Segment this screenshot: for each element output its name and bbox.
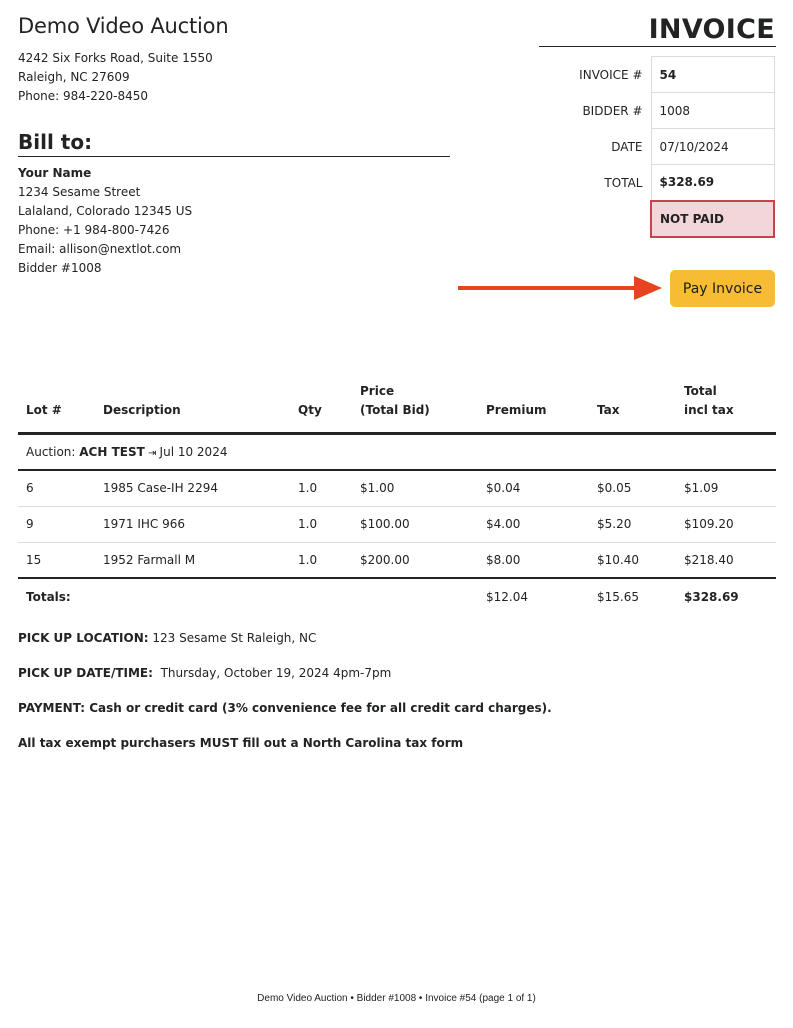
- totals-grand-total: $328.69: [684, 590, 739, 604]
- pickup-location-label: PICK UP LOCATION:: [18, 631, 149, 645]
- auction-group-row: [18, 433, 776, 470]
- bill-to-street: 1234 Sesame Street: [18, 185, 141, 199]
- column-header-qty: Qty: [290, 380, 352, 433]
- item-premium: $8.00: [478, 542, 589, 578]
- tax-exempt-note: All tax exempt purchasers MUST fill out a North Carolina tax form: [18, 736, 464, 750]
- bidder-number-value: 1008: [651, 93, 774, 129]
- date-value: 07/10/2024: [651, 129, 774, 165]
- column-header-price-line2: (Total Bid): [360, 402, 430, 417]
- pickup-time-label: PICK UP DATE/TIME:: [18, 666, 153, 680]
- bill-to-bidder: Bidder #1008: [18, 261, 102, 275]
- bill-to-name: Your Name: [18, 166, 92, 180]
- column-header-price-line1: Price: [360, 383, 395, 398]
- item-total: $109.20: [676, 506, 776, 542]
- table-header-row: [18, 380, 776, 433]
- column-header-premium: Premium: [478, 380, 589, 433]
- pickup-time-note: [18, 665, 552, 700]
- bill-to-address: [18, 164, 192, 278]
- page-footer: Demo Video Auction • Bidder #1008 • Invoice #54 (page 1 of 1): [257, 993, 536, 1004]
- table-row: [18, 542, 776, 578]
- arrow-right-icon: [458, 276, 662, 300]
- company-address: [18, 49, 213, 106]
- column-header-tax: Tax: [589, 380, 676, 433]
- item-qty: 1.0: [290, 506, 352, 542]
- item-tax: $5.20: [589, 506, 676, 542]
- meta-label: DATE: [611, 139, 643, 154]
- invoice-title-divider: [539, 46, 776, 47]
- item-tax: $0.05: [589, 470, 676, 506]
- total-value: $328.69: [651, 165, 774, 201]
- bill-to-heading: Bill to:: [18, 130, 450, 157]
- item-description: 1985 Case-IH 2294: [95, 470, 290, 506]
- meta-label: TOTAL: [604, 175, 643, 190]
- meta-row-status: [539, 201, 774, 237]
- invoice-notes: [18, 630, 552, 770]
- table-row: [18, 470, 776, 506]
- column-header-description: Description: [95, 380, 290, 433]
- item-price: $100.00: [352, 506, 478, 542]
- lot-number: 6: [18, 470, 95, 506]
- auction-date: Jul 10 2024: [159, 444, 228, 459]
- company-name: Demo Video Auction: [18, 14, 229, 38]
- auction-prefix: Auction:: [26, 444, 80, 459]
- column-header-lot: Lot #: [18, 380, 95, 433]
- lot-number: 15: [18, 542, 95, 578]
- item-description: 1971 IHC 966: [95, 506, 290, 542]
- column-header-total: [676, 380, 776, 433]
- bill-to-email: Email: allison@nextlot.com: [18, 242, 182, 256]
- pickup-time-value: Thursday, October 19, 2024 4pm-7pm: [152, 666, 392, 680]
- line-items-table: [18, 380, 776, 615]
- company-address-line1: 4242 Six Forks Road, Suite 1550: [18, 51, 213, 65]
- arrow-to-bar-icon: ⇥: [144, 447, 160, 459]
- auction-name: ACH TEST: [79, 444, 145, 459]
- invoice-number-value: 54: [651, 57, 774, 93]
- pay-invoice-button[interactable]: Pay Invoice: [670, 270, 775, 307]
- payment-note: PAYMENT: Cash or credit card (3% convenience fee for all credit card charges).: [18, 701, 552, 715]
- table-row: [18, 506, 776, 542]
- item-premium: $4.00: [478, 506, 589, 542]
- item-qty: 1.0: [290, 470, 352, 506]
- item-price: $200.00: [352, 542, 478, 578]
- lot-number: 9: [18, 506, 95, 542]
- totals-label: Totals:: [26, 590, 71, 604]
- column-header-total-line1: Total: [684, 383, 717, 398]
- bill-to-phone: Phone: +1 984-800-7426: [18, 223, 170, 237]
- meta-row-total: [539, 165, 774, 201]
- column-header-price: [352, 380, 478, 433]
- company-address-line2: Raleigh, NC 27609: [18, 70, 130, 84]
- item-price: $1.00: [352, 470, 478, 506]
- item-tax: $10.40: [589, 542, 676, 578]
- company-phone: Phone: 984-220-8450: [18, 89, 149, 103]
- meta-row-invoice-number: [539, 57, 774, 93]
- invoice-title: INVOICE: [648, 14, 775, 45]
- invoice-meta-table: [539, 56, 775, 238]
- pickup-location-note: [18, 630, 552, 665]
- column-header-total-line2: incl tax: [684, 402, 734, 417]
- pickup-location-value: 123 Sesame St Raleigh, NC: [148, 631, 317, 645]
- bill-to-city: Lalaland, Colorado 12345 US: [18, 204, 193, 218]
- item-total: $218.40: [676, 542, 776, 578]
- auction-label: [18, 433, 776, 470]
- payment-status-badge: NOT PAID: [651, 201, 774, 237]
- totals-row: [18, 578, 776, 615]
- meta-row-bidder-number: [539, 93, 774, 129]
- totals-premium: $12.04: [486, 590, 528, 604]
- totals-tax: $15.65: [597, 590, 639, 604]
- item-qty: 1.0: [290, 542, 352, 578]
- meta-label: INVOICE #: [579, 67, 643, 82]
- meta-row-date: [539, 129, 774, 165]
- item-description: 1952 Farmall M: [95, 542, 290, 578]
- meta-label: BIDDER #: [582, 103, 643, 118]
- item-total: $1.09: [676, 470, 776, 506]
- item-premium: $0.04: [478, 470, 589, 506]
